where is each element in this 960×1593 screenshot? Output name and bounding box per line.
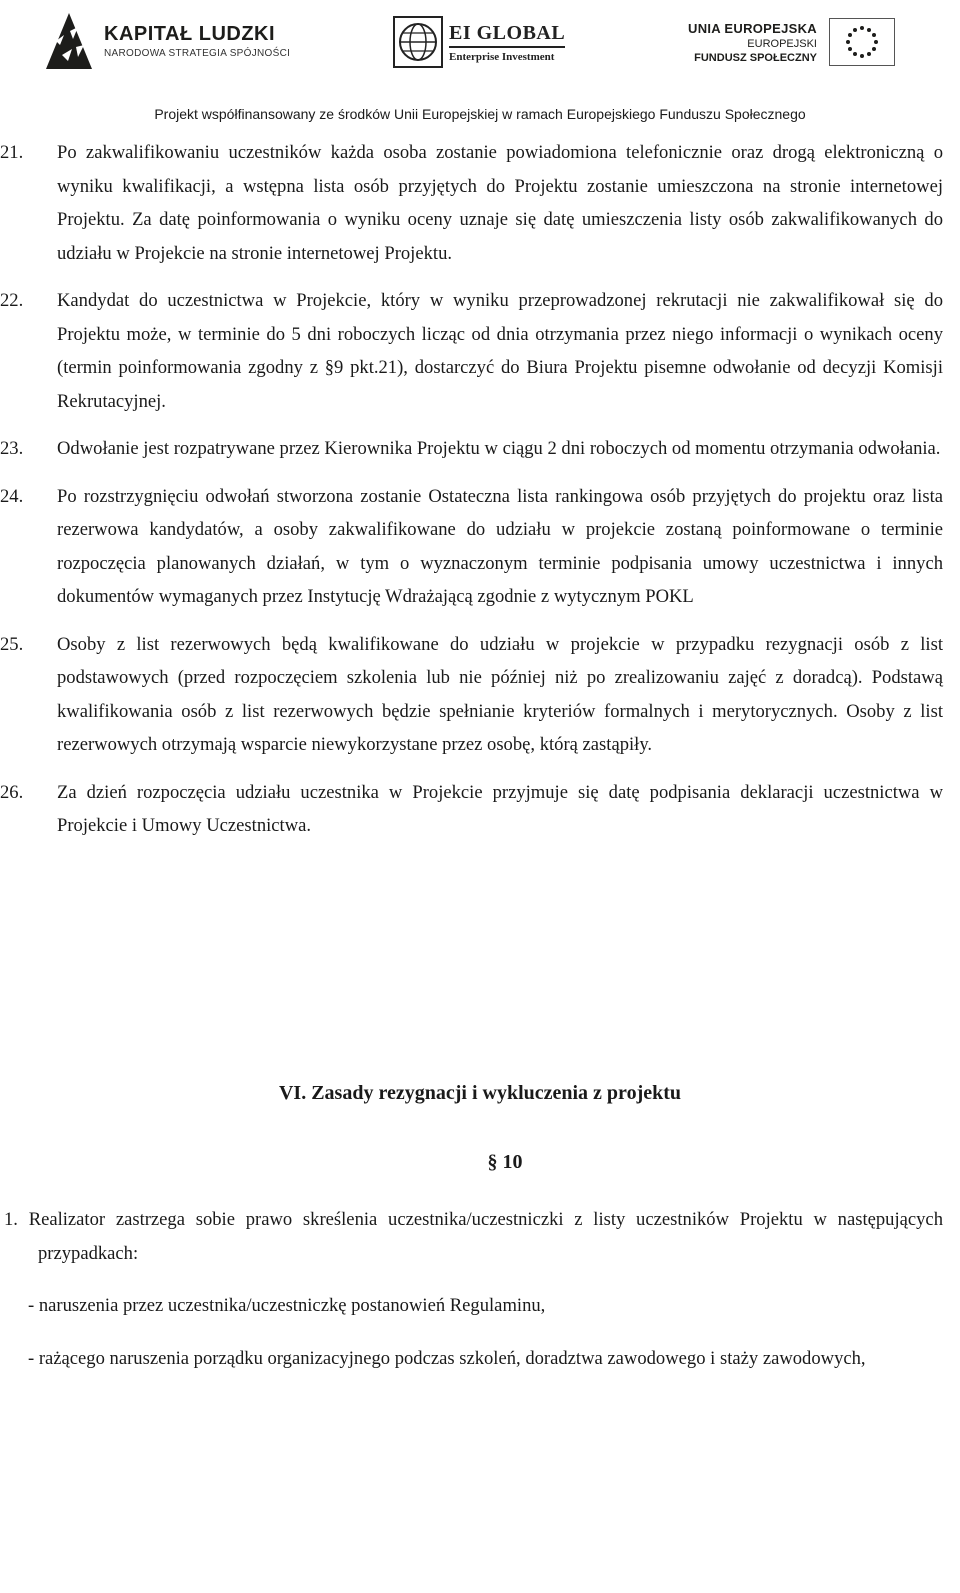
dash-item-1: - naruszenia przez uczestnika/uczestniczkę postanowień Regulaminu,	[28, 1295, 546, 1316]
item-number: 22.	[0, 290, 24, 311]
section-heading: VI. Zasady rezygnacji i wykluczenia z projektu	[278, 1082, 682, 1104]
list-item	[0, 136, 943, 270]
ei-global-subtitle: Enterprise Investment	[449, 50, 555, 63]
paragraph-number: § 10	[487, 1151, 523, 1173]
globe-icon	[393, 16, 443, 68]
item-number: 21.	[0, 142, 24, 163]
kapital-ludzki-title: KAPITAŁ LUDZKI	[104, 23, 276, 45]
list-item	[0, 284, 943, 418]
section-point-1: 1. Realizator zastrzega sobie prawo skreślenia uczestnika/uczestniczki z listy uczestników Projektu w następujących przypadkach:	[4, 1209, 943, 1264]
dash-item-2: - rażącego naruszenia porządku organizacyjnego podczas szkoleń, doradztwa zawodowego i staży zawodowych,	[28, 1347, 866, 1369]
list-item	[0, 480, 943, 614]
item-number: 23.	[0, 438, 24, 459]
cofinancing-note: Projekt współfinansowany ze środków Unii Europejskiej w ramach Europejskiego Funduszu Społecznego	[154, 106, 806, 122]
ei-global-title: EI GLOBAL	[449, 22, 565, 48]
ei-global-logo	[393, 14, 565, 70]
item-text: Po rozstrzygnięciu odwołań stworzona zostanie Ostateczna lista rankingowa osób przyjętych do projektu oraz lista rezerwowa kandydatów, a osoby zakwalifikowane do udziału w projekcie zostaną poinformowane o terminie rozpoczęcia planowanych działań, w tym o wyznaczonym terminie podpisania umowy uczestnictwa i innych dokumentów wymaganych przez Instytucję Wdrażającą zgodnie z wytycznym POKL	[57, 485, 943, 607]
item-text: Osoby z list rezerwowych będą kwalifikowane do udziału w projekcie w przypadku rezygnacji osób z list podstawowych (przed rozpoczęciem szkolenia lub nie później niż po zrealizowaniu zajęć z doradcą). Podstawą kwalifikowania osób z list rezerwowych będzie spełnianie kryteriów formalnych i merytorycznych. Osoby z list rezerwowych otrzymają wsparcie niewykorzystane przez osobę, którą zastąpiły.	[57, 633, 943, 755]
item-text: Odwołanie jest rozpatrywane przez Kierownika Projektu w ciągu 2 dni roboczych od momentu otrzymania odwołania.	[57, 438, 941, 459]
section-body	[4, 1203, 943, 1375]
eu-line2: EUROPEJSKI	[747, 37, 817, 50]
eu-logo	[688, 14, 895, 70]
item-text: Za dzień rozpoczęcia udziału uczestnika w Projekcie przyjmuje się datę podpisania deklaracji uczestnictwa w Projekcie i Umowy Uczestnictwa.	[57, 781, 943, 836]
eu-line3: FUNDUSZ SPOŁECZNY	[694, 51, 817, 64]
document-body	[0, 136, 943, 857]
eu-line1: UNIA EUROPEJSKA	[688, 20, 817, 36]
item-number: 24.	[0, 485, 24, 507]
item-text: Kandydat do uczestnictwa w Projekcie, który w wyniku przeprowadzonej rekrutacji nie zakwalifikował się do Projektu może, w terminie do 5 dni roboczych licząc od dnia otrzymania przez niego informacji o wynikach oceny (termin poinformowania zgodny z §9 pkt.21), dostarczyć do Biura Projektu pisemne odwołanie od decyzji Komisji Rekrutacyjnej.	[57, 290, 943, 412]
item-text: Po zakwalifikowaniu uczestników każda osoba zostanie powiadomiona telefonicznie oraz drogą elektroniczną o wyniku kwalifikacji, a wstępna lista osób przyjętych do Projektu zostanie umieszczona na stronie internetowej Projektu. Za datę poinformowania o wyniku oceny uznaje się datę umieszczenia listy osób zakwalifikowanych do udziału w Projekcie na stronie internetowej Projektu.	[57, 142, 943, 264]
list-item	[0, 432, 943, 466]
eu-flag-icon	[829, 18, 895, 66]
list-item	[0, 776, 943, 843]
item-number: 26.	[0, 781, 24, 803]
kapital-ludzki-mark-icon	[42, 11, 96, 71]
header-logos	[0, 0, 960, 105]
kapital-ludzki-subtitle: NARODOWA STRATEGIA SPÓJNOŚCI	[104, 48, 291, 59]
item-number: 25.	[0, 633, 24, 655]
list-item	[0, 628, 943, 762]
kapital-ludzki-logo	[42, 10, 290, 72]
